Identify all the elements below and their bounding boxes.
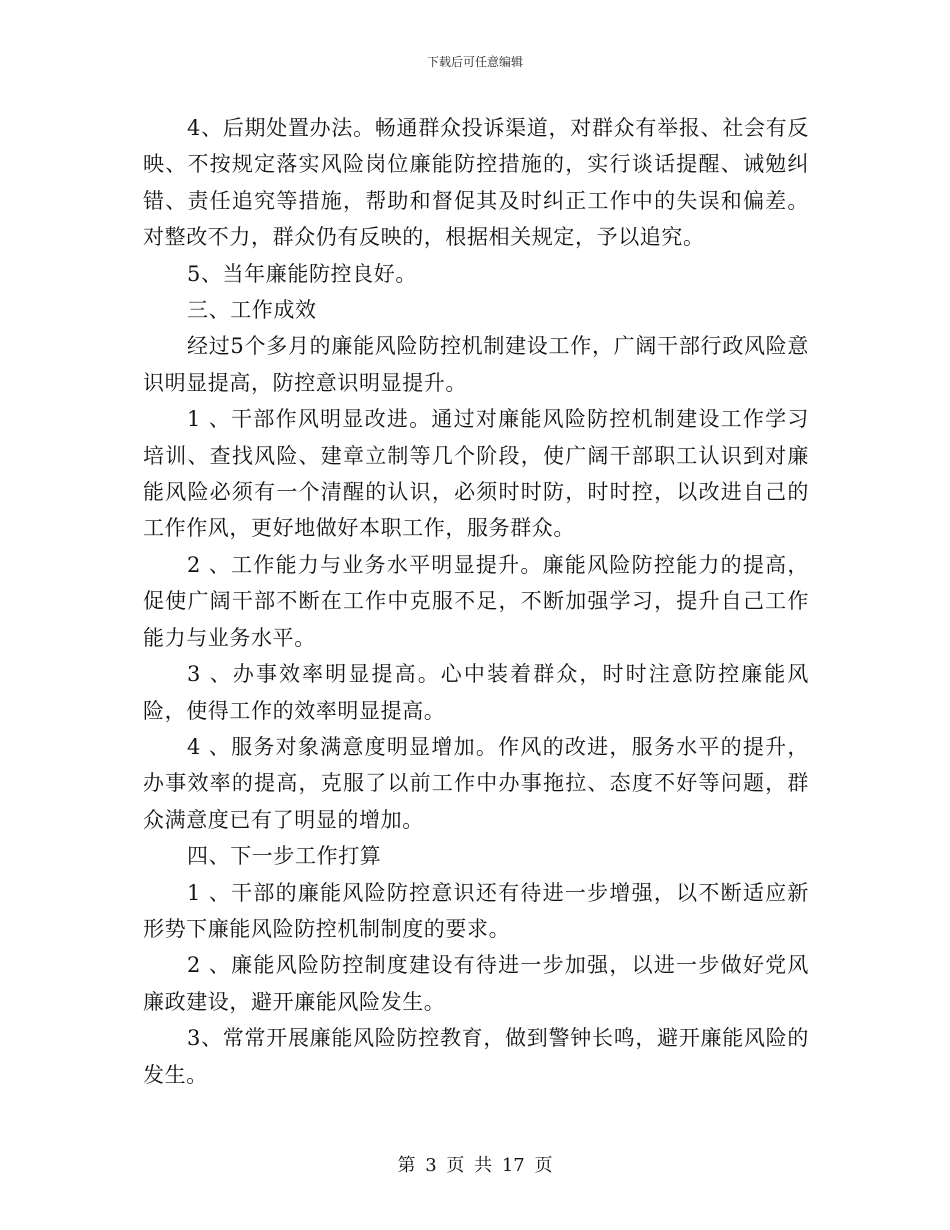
page-header: 下载后可任意编辑	[426, 55, 523, 69]
paragraph-satisfaction-increased: 4 、服务对象满意度明显增加。作风的改进，服务水平的提升，办事效率的提高，克服了以前工作中办事拖拉、态度不好等问题，群众满意度已有了明显的增加。	[143, 734, 809, 832]
section-heading-next-steps: 四、下一步工作打算	[187, 844, 382, 869]
paragraph-awareness-strengthen: 1 、干部的廉能风险防控意识还有待进一步增强，以不断适应新形势下廉能风险防控机制制度的要求。	[143, 880, 809, 941]
paragraph-ability-improved: 2 、工作能力与业务水平明显提升。廉能风险防控能力的提高，促使广阔干部不断在工作中克服不足，不断加强学习，提升自己工作能力与业务水平。	[143, 552, 809, 650]
paragraph-results-intro: 经过5个多月的廉能风险防控机制建设工作，广阔干部行政风险意识明显提高，防控意识明显提升。	[143, 334, 809, 395]
page-number-footer: 第 3 页 共 17 页	[397, 1155, 553, 1176]
paragraph-disposal-method: 4、后期处置办法。畅通群众投诉渠道，对群众有举报、社会有反映、不按规定落实风险岗位廉能防控措施的，实行谈话提醒、诫勉纠错、责任追究等措施，帮助和督促其及时纠正工作中的失误和偏差。对整改不力，群众仍有反映的，根据相关规定，予以追究。	[143, 116, 809, 250]
paragraph-education: 3、常常开展廉能风险防控教育，做到警钟长鸣，避开廉能风险的发生。	[143, 1026, 809, 1087]
paragraph-system-strengthen: 2 、廉能风险防控制度建设有待进一步加强，以进一步做好党风廉政建设，避开廉能风险发生。	[143, 953, 809, 1014]
paragraph-prevention-good: 5、当年廉能防控良好。	[187, 261, 417, 286]
paragraph-efficiency-improved: 3 、办事效率明显提高。心中装着群众，时时注意防控廉能风险，使得工作的效率明显提高。	[143, 662, 809, 723]
paragraph-style-improved: 1 、干部作风明显改进。通过对廉能风险防控机制建设工作学习培训、查找风险、建章立制等几个阶段，使广阔干部职工认识到对廉能风险必须有一个清醒的认识，必须时时防，时时控，以改进自己的工作作风，更好地做好本职工作，服务群众。	[143, 407, 809, 541]
section-heading-results: 三、工作成效	[187, 298, 317, 323]
document-body	[143, 110, 809, 1093]
